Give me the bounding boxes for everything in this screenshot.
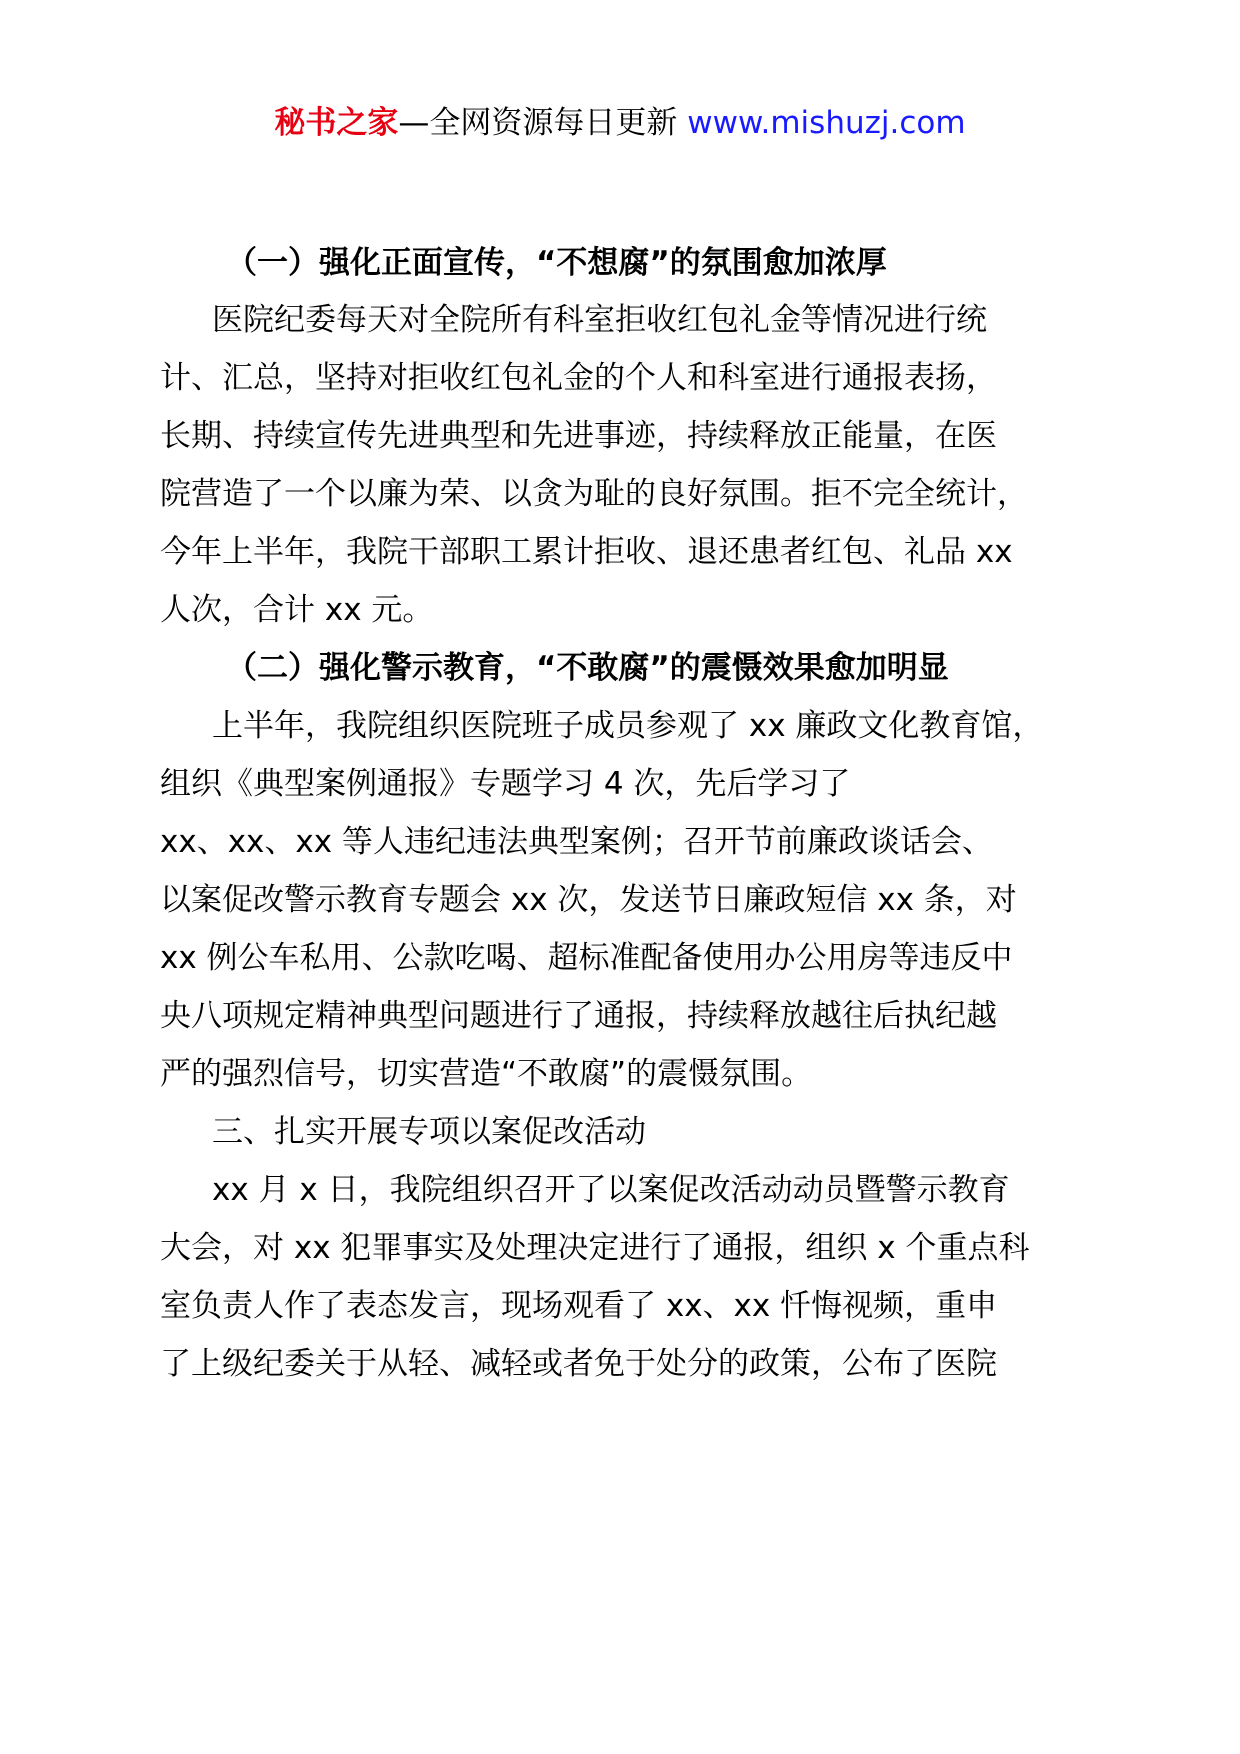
brand-name: 秘书之家 xyxy=(274,105,399,141)
header-tagline: —全网资源每日更新 xyxy=(398,105,688,141)
section-heading-1: （一）强化正面宣传，“不想腐”的氛围愈加浓厚 xyxy=(226,245,887,281)
paragraph-line: xx 例公车私用、公款吃喝、超标准配备使用办公用房等违反中 xyxy=(160,940,1013,976)
paragraph-line: 室负责人作了表态发言，现场观看了 xx、xx 忏悔视频，重申 xyxy=(160,1288,998,1324)
paragraph-line: 人次，合计 xx 元。 xyxy=(160,592,434,628)
page-header xyxy=(0,100,1240,146)
paragraph-line: 了上级纪委关于从轻、减轻或者免于处分的政策，公布了医院 xyxy=(160,1346,997,1382)
site-url-link[interactable]: www.mishuzj.com xyxy=(687,105,966,141)
paragraph-line: 组织《典型案例通报》专题学习 4 次，先后学习了 xyxy=(160,766,851,802)
paragraph-line: 以案促改警示教育专题会 xx 次，发送节日廉政短信 xx 条，对 xyxy=(160,882,1017,918)
section-heading-3: 三、扎实开展专项以案促改活动 xyxy=(212,1114,646,1150)
paragraph-line: 大会，对 xx 犯罪事实及处理决定进行了通报，组织 x 个重点科 xyxy=(160,1230,1030,1266)
paragraph-line: 医院纪委每天对全院所有科室拒收红包礼金等情况进行统 xyxy=(212,302,987,338)
paragraph-line: 央八项规定精神典型问题进行了通报，持续释放越往后执纪越 xyxy=(160,998,997,1034)
section-heading-2: （二）强化警示教育，“不敢腐”的震慑效果愈加明显 xyxy=(226,650,949,686)
paragraph-line: 上半年，我院组织医院班子成员参观了 xx 廉政文化教育馆， xyxy=(212,708,1044,744)
paragraph-line: 院营造了一个以廉为荣、以贪为耻的良好氛围。拒不完全统计， xyxy=(160,476,1028,512)
paragraph-line: 今年上半年，我院干部职工累计拒收、退还患者红包、礼品 xx xyxy=(160,534,1013,570)
paragraph-line: 计、汇总，坚持对拒收红包礼金的个人和科室进行通报表扬， xyxy=(160,360,997,396)
paragraph-line: 严的强烈信号，切实营造“不敢腐”的震慑氛围。 xyxy=(160,1056,813,1092)
paragraph-line: xx、xx、xx 等人违纪违法典型案例；召开节前廉政谈话会、 xyxy=(160,824,993,860)
paragraph-line: 长期、持续宣传先进典型和先进事迹，持续释放正能量，在医 xyxy=(160,418,997,454)
paragraph-line: xx 月 x 日，我院组织召开了以案促改活动动员暨警示教育 xyxy=(212,1172,1010,1208)
